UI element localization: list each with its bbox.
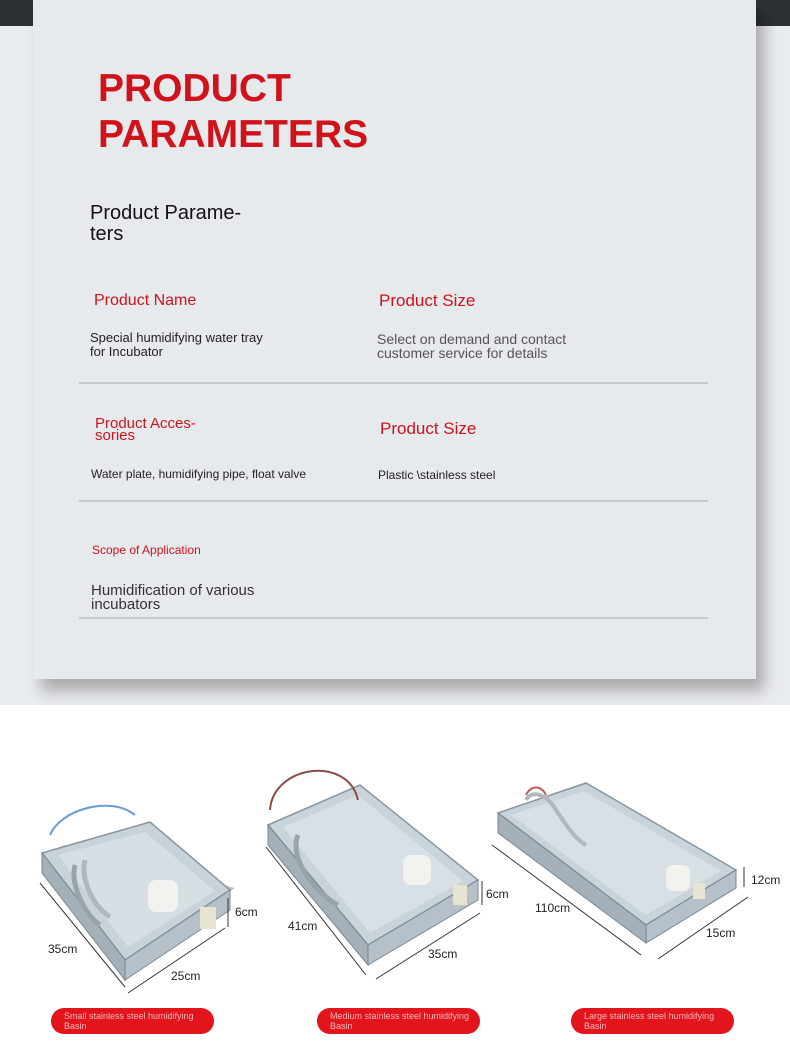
scope-value: Humidification of various incubators [91, 582, 255, 613]
medium-tray-illustration [258, 755, 518, 1000]
small-tray-name-badge: Small stainless steel humidifying Basin [51, 1008, 214, 1034]
product-name-value: Special humidifying water tray for Incubator [90, 330, 263, 359]
product-accessories-value: Water plate, humidifying pipe, float valve [91, 467, 306, 481]
product-accessories-label: Product Acces- sories [95, 415, 196, 444]
large-tray-height: 12cm [751, 873, 781, 887]
small-tray-illustration [30, 755, 260, 1000]
large-tray-width: 15cm [706, 926, 736, 940]
large-tray-illustration [486, 755, 786, 1000]
large-tray-length: 110cm [535, 901, 571, 915]
medium-tray-height: 6cm [486, 887, 509, 901]
product-name-label: Product Name [94, 292, 197, 309]
product-size-value: Select on demand and contact customer service for details [377, 331, 567, 361]
product-size-label: Product Size [379, 291, 476, 310]
divider [79, 617, 708, 619]
small-tray-length: 35cm [48, 942, 78, 956]
product-material-label: Product Size [380, 419, 477, 438]
large-tray-name-badge: Large stainless steel humidifying Basin [571, 1008, 734, 1034]
section-heading: Product Parame- ters [90, 202, 242, 245]
small-tray-width: 25cm [171, 969, 201, 983]
page-title: PRODUCT PARAMETERS [98, 67, 369, 156]
medium-tray-name-badge: Medium stainless steel humidifying Basin [317, 1008, 480, 1034]
divider [79, 500, 708, 502]
medium-tray-length: 41cm [288, 919, 318, 933]
small-tray-height: 6cm [235, 905, 258, 919]
product-material-value: Plastic \stainless steel [378, 468, 496, 482]
divider [79, 382, 708, 384]
scope-label: Scope of Application [92, 543, 201, 557]
medium-tray-width: 35cm [428, 947, 458, 961]
